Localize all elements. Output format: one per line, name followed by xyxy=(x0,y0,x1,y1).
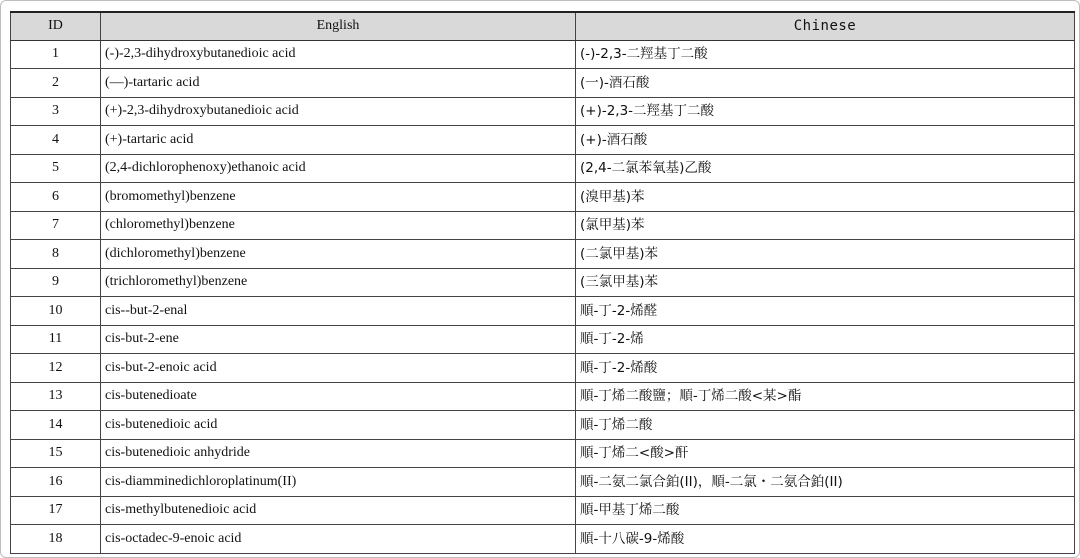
row-id-cell: 13 xyxy=(11,382,101,411)
glossary-table xyxy=(10,11,1075,554)
row-chinese-cell: 順-丁-2-烯酸 xyxy=(576,354,1075,383)
table-row xyxy=(11,411,1075,440)
row-chinese-cell: (+)-酒石酸 xyxy=(576,126,1075,155)
table-row xyxy=(11,69,1075,98)
table-row xyxy=(11,40,1075,69)
row-english-cell: (2,4-dichlorophenoxy)ethanoic acid xyxy=(101,154,576,183)
row-english-cell: cis-diamminedichloroplatinum(II) xyxy=(101,468,576,497)
row-chinese-cell: (氯甲基)苯 xyxy=(576,211,1075,240)
table-row xyxy=(11,325,1075,354)
row-english-cell: (+)-2,3-dihydroxybutanedioic acid xyxy=(101,97,576,126)
row-id-cell: 17 xyxy=(11,496,101,525)
row-chinese-cell: (+)-2,3-二羥基丁二酸 xyxy=(576,97,1075,126)
row-id-cell: 4 xyxy=(11,126,101,155)
row-id-cell: 15 xyxy=(11,439,101,468)
table-row xyxy=(11,211,1075,240)
table-row xyxy=(11,354,1075,383)
row-id-cell: 6 xyxy=(11,183,101,212)
row-english-cell: cis-butenedioic anhydride xyxy=(101,439,576,468)
row-english-cell: (—)-tartaric acid xyxy=(101,69,576,98)
row-english-cell: (dichloromethyl)benzene xyxy=(101,240,576,269)
row-english-cell: cis-octadec-9-enoic acid xyxy=(101,525,576,554)
table-row xyxy=(11,268,1075,297)
row-id-cell: 18 xyxy=(11,525,101,554)
row-chinese-cell: (一)-酒石酸 xyxy=(576,69,1075,98)
row-english-cell: cis-methylbutenedioic acid xyxy=(101,496,576,525)
table-row xyxy=(11,525,1075,554)
row-id-cell: 16 xyxy=(11,468,101,497)
table-row xyxy=(11,439,1075,468)
row-id-cell: 5 xyxy=(11,154,101,183)
row-id-cell: 8 xyxy=(11,240,101,269)
table-row xyxy=(11,183,1075,212)
row-english-cell: cis-butenedioate xyxy=(101,382,576,411)
header-chinese: Chinese xyxy=(576,12,1075,40)
row-english-cell: (trichloromethyl)benzene xyxy=(101,268,576,297)
table-row xyxy=(11,297,1075,326)
row-chinese-cell: 順-丁-2-烯 xyxy=(576,325,1075,354)
row-id-cell: 12 xyxy=(11,354,101,383)
row-chinese-cell: 順-丁烯二酸鹽；順-丁烯二酸<某>酯 xyxy=(576,382,1075,411)
row-id-cell: 2 xyxy=(11,69,101,98)
row-id-cell: 14 xyxy=(11,411,101,440)
row-chinese-cell: (-)-2,3-二羥基丁二酸 xyxy=(576,40,1075,69)
row-english-cell: cis-butenedioic acid xyxy=(101,411,576,440)
row-english-cell: cis-but-2-ene xyxy=(101,325,576,354)
table-row xyxy=(11,240,1075,269)
table-body xyxy=(11,40,1075,553)
row-id-cell: 9 xyxy=(11,268,101,297)
row-id-cell: 10 xyxy=(11,297,101,326)
row-english-cell: (+)-tartaric acid xyxy=(101,126,576,155)
table-row xyxy=(11,382,1075,411)
table-header xyxy=(11,12,1075,40)
table-row xyxy=(11,468,1075,497)
row-id-cell: 11 xyxy=(11,325,101,354)
row-chinese-cell: (2,4-二氯苯氧基)乙酸 xyxy=(576,154,1075,183)
row-chinese-cell: 順-甲基丁烯二酸 xyxy=(576,496,1075,525)
row-english-cell: cis--but-2-enal xyxy=(101,297,576,326)
header-row xyxy=(11,12,1075,40)
row-id-cell: 1 xyxy=(11,40,101,69)
row-english-cell: (-)-2,3-dihydroxybutanedioic acid xyxy=(101,40,576,69)
row-chinese-cell: 順-丁-2-烯醛 xyxy=(576,297,1075,326)
row-chinese-cell: 順-丁烯二<酸>酐 xyxy=(576,439,1075,468)
row-english-cell: (bromomethyl)benzene xyxy=(101,183,576,212)
table-row xyxy=(11,154,1075,183)
row-chinese-cell: 順-丁烯二酸 xyxy=(576,411,1075,440)
table-row xyxy=(11,496,1075,525)
row-chinese-cell: 順-二氨二氯合鉑(II)，順-二氯・二氨合鉑(II) xyxy=(576,468,1075,497)
row-id-cell: 3 xyxy=(11,97,101,126)
row-english-cell: (chloromethyl)benzene xyxy=(101,211,576,240)
row-chinese-cell: (二氯甲基)苯 xyxy=(576,240,1075,269)
row-id-cell: 7 xyxy=(11,211,101,240)
table-row xyxy=(11,126,1075,155)
header-id: ID xyxy=(11,12,101,40)
header-english: English xyxy=(101,12,576,40)
row-chinese-cell: (溴甲基)苯 xyxy=(576,183,1075,212)
row-chinese-cell: (三氯甲基)苯 xyxy=(576,268,1075,297)
table-row xyxy=(11,97,1075,126)
row-english-cell: cis-but-2-enoic acid xyxy=(101,354,576,383)
row-chinese-cell: 順-十八碳-9-烯酸 xyxy=(576,525,1075,554)
